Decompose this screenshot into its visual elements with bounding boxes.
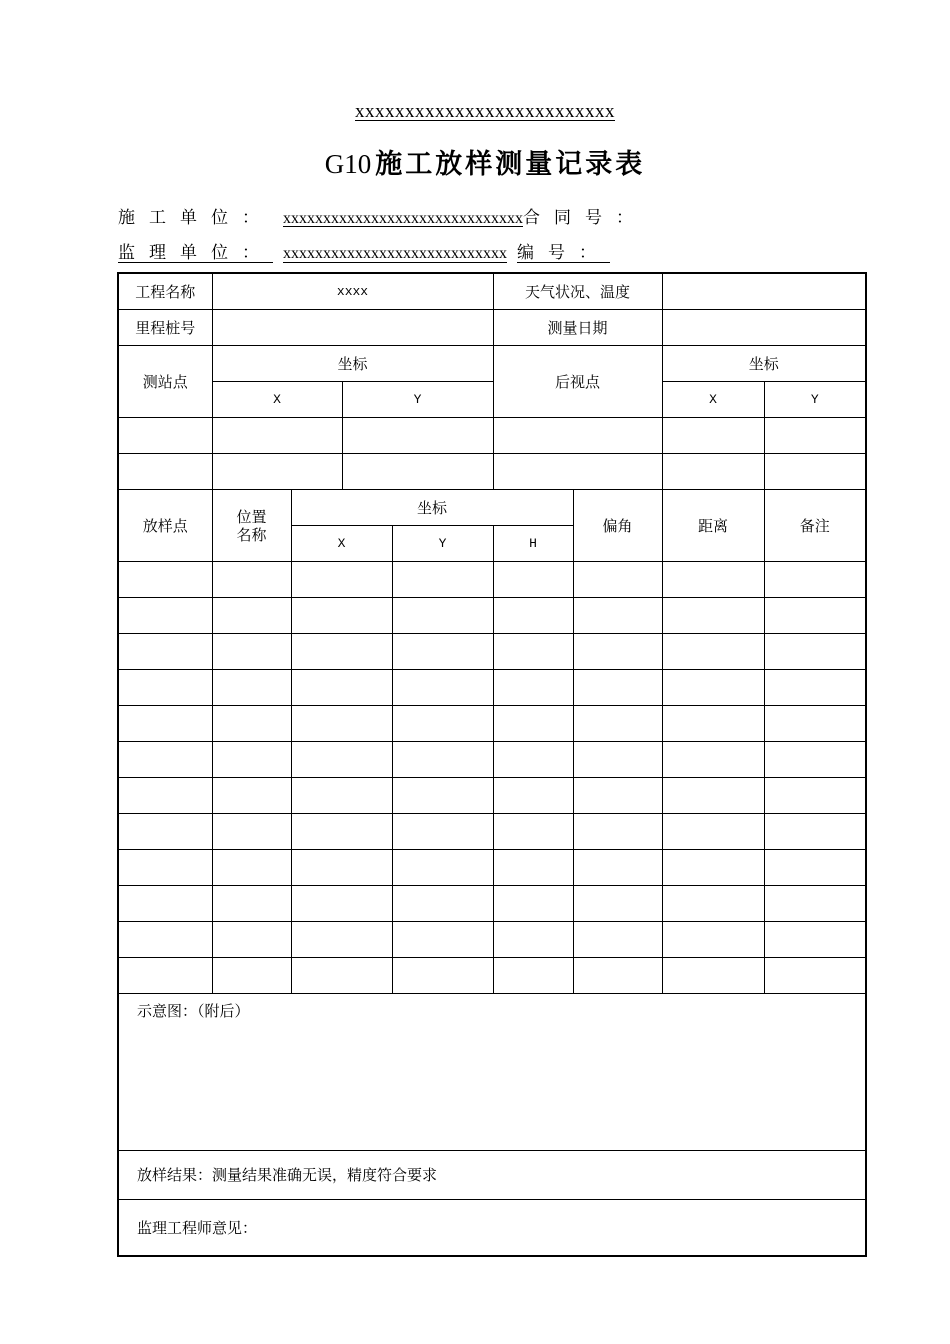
- table-cell[interactable]: [493, 454, 662, 490]
- table-cell[interactable]: [662, 418, 764, 454]
- table-cell[interactable]: [212, 778, 291, 814]
- stakeout-result[interactable]: 放样结果：测量结果准确无误，精度符合要求: [118, 1151, 866, 1200]
- table-cell[interactable]: [662, 670, 764, 706]
- table-cell[interactable]: [291, 634, 392, 670]
- remark-label: 备注: [764, 490, 866, 562]
- table-cell[interactable]: [764, 634, 866, 670]
- table-cell[interactable]: [493, 814, 573, 850]
- table-cell[interactable]: [212, 562, 291, 598]
- survey-record-table: [117, 272, 867, 1257]
- table-cell[interactable]: [493, 706, 573, 742]
- table-cell[interactable]: [662, 454, 764, 490]
- table-cell[interactable]: [212, 634, 291, 670]
- table-cell[interactable]: [118, 850, 212, 886]
- stakeout-point-label: 放样点: [118, 490, 212, 562]
- table-cell[interactable]: [212, 850, 291, 886]
- table-cell[interactable]: [764, 742, 866, 778]
- construction-unit-row: [118, 203, 647, 228]
- supervision-unit-label: 监理单位: [118, 243, 242, 263]
- table-cell[interactable]: [392, 958, 493, 994]
- supervision-unit-value[interactable]: xxxxxxxxxxxxxxxxxxxxxxxxxxxx: [283, 245, 507, 262]
- table-cell[interactable]: [573, 670, 662, 706]
- table-cell[interactable]: [662, 742, 764, 778]
- table-cell[interactable]: [118, 922, 212, 958]
- backsight-label: 后视点: [493, 346, 662, 418]
- table-cell[interactable]: [291, 814, 392, 850]
- table-cell[interactable]: [493, 562, 573, 598]
- table-cell[interactable]: [118, 598, 212, 634]
- table-cell[interactable]: [662, 958, 764, 994]
- form-title-text: 施工放样测量记录表: [375, 149, 646, 180]
- table-cell[interactable]: [764, 922, 866, 958]
- survey-date-label: 测量日期: [493, 310, 662, 346]
- table-cell[interactable]: [493, 742, 573, 778]
- table-cell[interactable]: [118, 670, 212, 706]
- stakeout-header-row: [118, 490, 866, 526]
- table-cell[interactable]: [291, 958, 392, 994]
- table-cell[interactable]: [662, 598, 764, 634]
- table-cell[interactable]: [118, 958, 212, 994]
- table-cell[interactable]: [573, 922, 662, 958]
- table-cell[interactable]: [291, 706, 392, 742]
- table-cell[interactable]: [118, 706, 212, 742]
- table-cell[interactable]: [212, 454, 342, 490]
- table-cell[interactable]: [764, 670, 866, 706]
- weather-label: 天气状况、温度: [493, 273, 662, 310]
- station-data-row: [118, 418, 866, 454]
- table-cell[interactable]: [118, 778, 212, 814]
- chainage-row: [118, 310, 866, 346]
- table-cell[interactable]: [764, 850, 866, 886]
- table-cell[interactable]: [493, 418, 662, 454]
- contract-no-label: 合同号: [523, 208, 616, 228]
- table-cell[interactable]: [764, 562, 866, 598]
- table-cell[interactable]: [212, 922, 291, 958]
- chainage-value[interactable]: [212, 310, 493, 346]
- table-cell[interactable]: [392, 706, 493, 742]
- stakeout-data-row: [118, 742, 866, 778]
- result-row: [118, 1151, 866, 1200]
- project-name-value[interactable]: xxxx: [212, 273, 493, 310]
- stakeout-data-row: [118, 958, 866, 994]
- colon: ：: [242, 208, 273, 228]
- table-cell[interactable]: [764, 778, 866, 814]
- stakeout-data-row: [118, 886, 866, 922]
- table-cell[interactable]: [573, 886, 662, 922]
- table-cell[interactable]: [662, 850, 764, 886]
- table-cell[interactable]: [212, 598, 291, 634]
- colon: ：: [616, 208, 647, 228]
- table-cell[interactable]: [662, 814, 764, 850]
- form-code: G10: [324, 149, 372, 179]
- stakeout-data-row: [118, 814, 866, 850]
- stakeout-coord-label: 坐标: [291, 490, 573, 526]
- colon: ：: [242, 243, 273, 263]
- table-cell[interactable]: [392, 598, 493, 634]
- table-cell[interactable]: [764, 958, 866, 994]
- table-cell[interactable]: [662, 706, 764, 742]
- table-cell[interactable]: [764, 814, 866, 850]
- table-cell[interactable]: [392, 886, 493, 922]
- table-cell[interactable]: [212, 418, 342, 454]
- colon: ：: [579, 243, 610, 263]
- backsight-coord-label: 坐标: [662, 346, 866, 382]
- station-x-label: X: [212, 382, 342, 418]
- table-cell[interactable]: [493, 922, 573, 958]
- table-cell[interactable]: [212, 814, 291, 850]
- chainage-label: 里程桩号: [118, 310, 212, 346]
- table-cell[interactable]: [392, 634, 493, 670]
- table-cell[interactable]: [573, 706, 662, 742]
- table-cell[interactable]: [764, 706, 866, 742]
- table-cell[interactable]: [291, 850, 392, 886]
- supervision-unit-row: [118, 238, 634, 263]
- station-y-label: Y: [342, 382, 493, 418]
- table-cell[interactable]: [291, 886, 392, 922]
- station-header-row: [118, 346, 866, 382]
- table-cell[interactable]: [291, 670, 392, 706]
- table-cell[interactable]: [493, 778, 573, 814]
- table-cell[interactable]: [493, 670, 573, 706]
- table-cell[interactable]: [212, 670, 291, 706]
- stakeout-h-label: H: [493, 526, 573, 562]
- table-cell[interactable]: [291, 598, 392, 634]
- position-label-line2: 名称: [236, 525, 267, 544]
- table-cell[interactable]: [392, 850, 493, 886]
- table-cell[interactable]: [118, 634, 212, 670]
- station-data-row: [118, 454, 866, 490]
- table-cell[interactable]: [493, 958, 573, 994]
- backsight-x-label: X: [662, 382, 764, 418]
- table-cell[interactable]: [573, 778, 662, 814]
- sketch-row: [118, 994, 866, 1151]
- table-cell[interactable]: [392, 670, 493, 706]
- supervisor-opinion[interactable]: 监理工程师意见：: [118, 1200, 866, 1257]
- table-cell[interactable]: [118, 814, 212, 850]
- construction-unit-label: 施工单位: [118, 208, 242, 228]
- table-cell[interactable]: [291, 562, 392, 598]
- station-coord-label: 坐标: [212, 346, 493, 382]
- table-cell[interactable]: [118, 454, 212, 490]
- distance-label: 距离: [662, 490, 764, 562]
- table-cell[interactable]: [342, 454, 493, 490]
- table-cell[interactable]: [291, 922, 392, 958]
- stakeout-x-label: X: [291, 526, 392, 562]
- stakeout-data-row: [118, 778, 866, 814]
- stakeout-data-row: [118, 850, 866, 886]
- table-cell[interactable]: [118, 742, 212, 778]
- table-cell[interactable]: [212, 742, 291, 778]
- sketch-label[interactable]: 示意图：（附后）: [118, 994, 866, 1151]
- stakeout-y-label: Y: [392, 526, 493, 562]
- table-cell[interactable]: [392, 922, 493, 958]
- document-title: [0, 142, 950, 181]
- table-cell[interactable]: [573, 562, 662, 598]
- stakeout-data-row: [118, 598, 866, 634]
- table-cell[interactable]: [573, 598, 662, 634]
- project-name-line: xxxxxxxxxxxxxxxxxxxxxxxxxx: [355, 101, 615, 122]
- table-cell[interactable]: [118, 418, 212, 454]
- table-cell[interactable]: [392, 562, 493, 598]
- position-label-line1: 位置: [236, 507, 267, 526]
- stakeout-data-row: [118, 562, 866, 598]
- table-cell[interactable]: [291, 778, 392, 814]
- table-cell[interactable]: [212, 706, 291, 742]
- table-cell[interactable]: [493, 598, 573, 634]
- table-cell[interactable]: [493, 886, 573, 922]
- construction-unit-value[interactable]: xxxxxxxxxxxxxxxxxxxxxxxxxxxxxx: [283, 210, 523, 227]
- table-cell[interactable]: [118, 562, 212, 598]
- table-cell[interactable]: [573, 634, 662, 670]
- backsight-y-label: Y: [764, 382, 866, 418]
- table-cell[interactable]: [118, 886, 212, 922]
- survey-date-value[interactable]: [662, 310, 866, 346]
- table-cell[interactable]: [392, 814, 493, 850]
- table-cell[interactable]: [662, 562, 764, 598]
- table-cell[interactable]: [764, 418, 866, 454]
- table-cell[interactable]: [573, 742, 662, 778]
- station-label: 测站点: [118, 346, 212, 418]
- stakeout-data-row: [118, 706, 866, 742]
- stakeout-data-row: [118, 922, 866, 958]
- stakeout-data-row: [118, 670, 866, 706]
- table-cell[interactable]: [662, 886, 764, 922]
- table-cell[interactable]: [662, 634, 764, 670]
- station-subheader-row: [118, 382, 866, 418]
- weather-value[interactable]: [662, 273, 866, 310]
- table-cell[interactable]: [392, 778, 493, 814]
- table-cell[interactable]: [573, 814, 662, 850]
- table-cell[interactable]: [212, 958, 291, 994]
- project-row: [118, 273, 866, 310]
- deflection-label: 偏角: [573, 490, 662, 562]
- stakeout-data-row: [118, 634, 866, 670]
- table-cell[interactable]: [573, 850, 662, 886]
- serial-no-label: 编号: [517, 243, 579, 263]
- table-cell[interactable]: [662, 922, 764, 958]
- table-cell[interactable]: [212, 886, 291, 922]
- table-cell[interactable]: [392, 742, 493, 778]
- table-cell[interactable]: [493, 850, 573, 886]
- position-name-label: [212, 490, 291, 562]
- table-cell[interactable]: [291, 742, 392, 778]
- table-cell[interactable]: [764, 886, 866, 922]
- table-cell[interactable]: [573, 958, 662, 994]
- table-cell[interactable]: [342, 418, 493, 454]
- project-name-label: 工程名称: [118, 273, 212, 310]
- supervisor-row: [118, 1200, 866, 1257]
- table-cell[interactable]: [662, 778, 764, 814]
- table-cell[interactable]: [764, 454, 866, 490]
- table-cell[interactable]: [764, 598, 866, 634]
- table-cell[interactable]: [493, 634, 573, 670]
